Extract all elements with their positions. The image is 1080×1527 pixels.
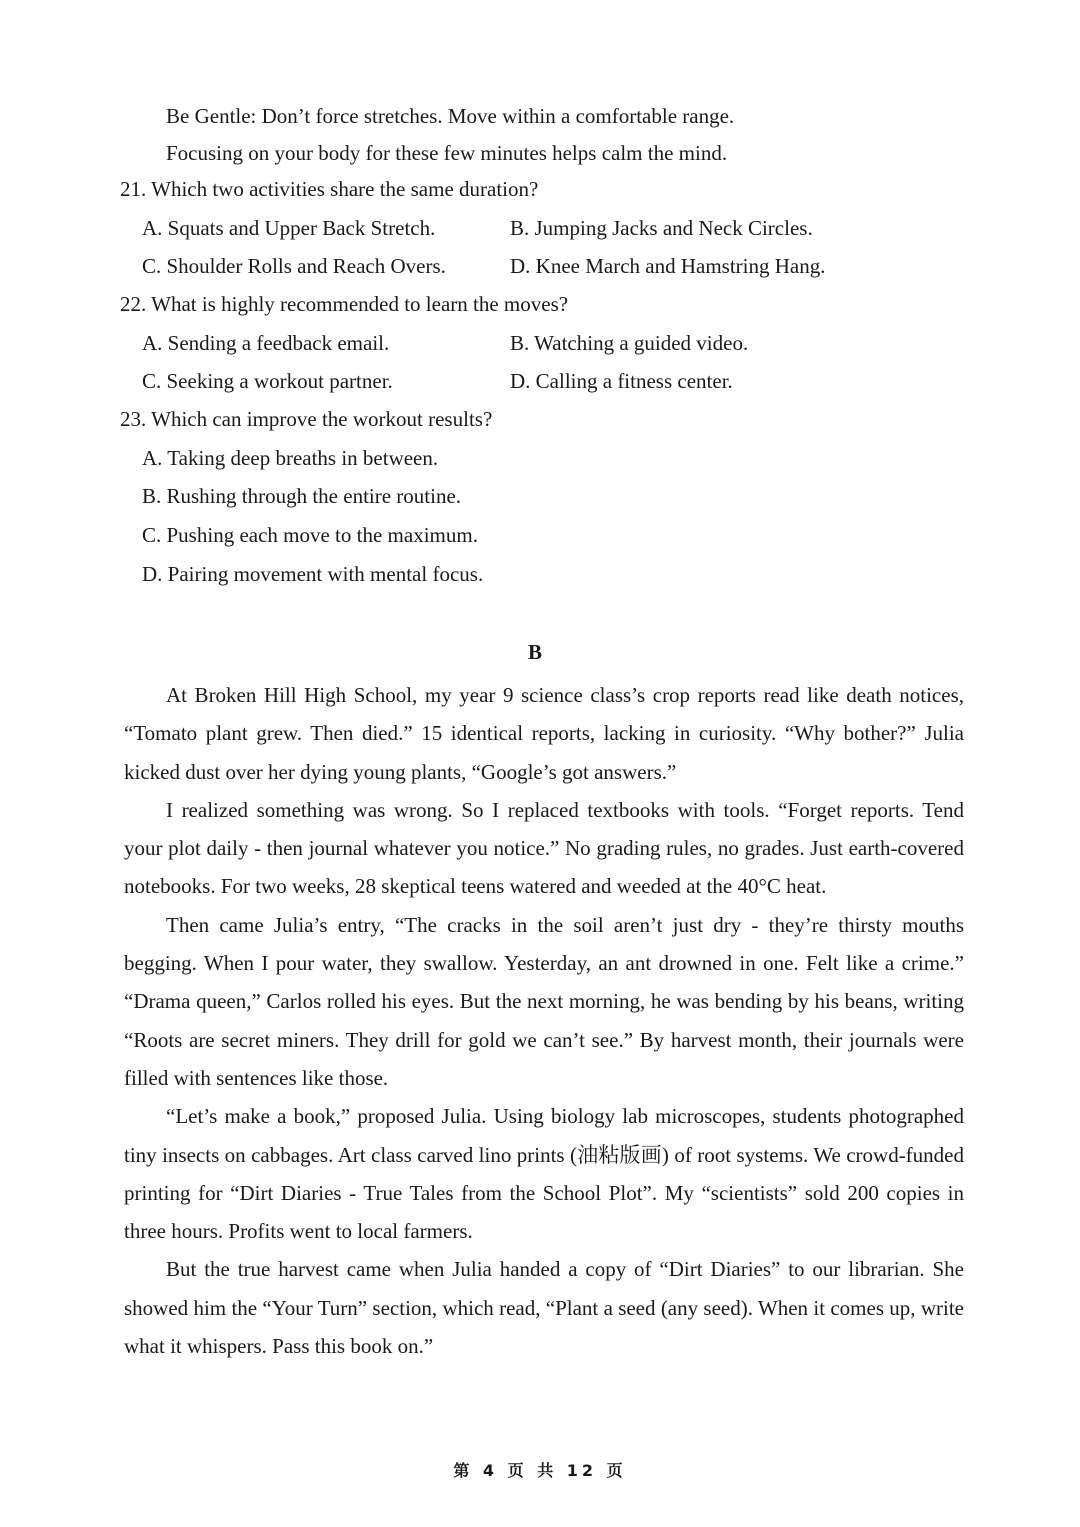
question-23-stem: 23. Which can improve the workout results? [120, 407, 493, 431]
question-21-option-c: C. Shoulder Rolls and Reach Overs. [142, 254, 446, 278]
question-22-option-a: A. Sending a feedback email. [142, 331, 390, 355]
passage-paragraph-1: At Broken Hill High School, my year 9 science class’s crop reports read like death notices, “Tomato plant grew. Then died.” 15 identical reports, lacking in curiosity. “Why bother?” Julia kicked dust over her dying young plants, “Google’s got answers.” [124, 683, 964, 784]
question-23-option-b: B. Rushing through the entire routine. [142, 484, 462, 508]
passage-paragraph-2: I realized something was wrong. So I replaced textbooks with tools. “Forget reports. Tend your plot daily - then journal whatever you notice.” No grading rules, no grades. Just earth-covered notebooks. For two weeks, 28 skeptical teens watered and weeded at the 40°C heat. [124, 797, 964, 899]
question-22-option-c: C. Seeking a workout partner. [142, 369, 393, 393]
page-number: 第 4 页 共 12 页 [453, 1461, 627, 1480]
question-22-option-d: D. Calling a fitness center. [510, 369, 733, 393]
section-title: B [527, 640, 542, 664]
intro-line-1: Be Gentle: Don’t force stretches. Move within a comfortable range. [166, 104, 735, 128]
question-21-option-d: D. Knee March and Hamstring Hang. [510, 254, 826, 278]
question-21-stem: 21. Which two activities share the same duration? [120, 177, 539, 201]
question-22-stem: 22. What is highly recommended to learn the moves? [120, 292, 569, 316]
passage-paragraph-5: But the true harvest came when Julia handed a copy of “Dirt Diaries” to our librarian. She showed him the “Your Turn” section, which read, “Plant a seed (any seed). When it comes up, write what it whispers. Pass this book on.” [124, 1257, 964, 1359]
question-23-option-a: A. Taking deep breaths in between. [142, 446, 439, 470]
passage-paragraph-3: Then came Julia’s entry, “The cracks in the soil aren’t just dry - they’re thirsty mouths begging. When I pour water, they swallow. Yesterday, an ant drowned in one. Felt like a crime.” “Drama queen,” Carlos rolled his eyes. But the next morning, he was bending by his beans, writing “Roots are secret miners. They drill for gold we can’t see.” By harvest month, their journals were filled with sentences like those. [124, 912, 964, 1090]
question-22-option-b: B. Watching a guided video. [510, 331, 749, 355]
question-23-option-d: D. Pairing movement with mental focus. [142, 562, 484, 586]
question-21-option-a: A. Squats and Upper Back Stretch. [142, 216, 436, 240]
question-21-option-b: B. Jumping Jacks and Neck Circles. [510, 216, 813, 240]
passage-paragraph-4: “Let’s make a book,” proposed Julia. Using biology lab microscopes, students photographed tiny insects on cabbages. Art class carved lino prints (油粘版画) of root systems. We crowd-funded printing for “Dirt Diaries - True Tales from the School Plot”. My “scientists” sold 200 copies in three hours. Profits went to local farmers. [124, 1104, 964, 1244]
intro-line-2: Focusing on your body for these few minutes helps calm the mind. [166, 141, 728, 165]
passage [124, 676, 964, 1365]
question-23-option-c: C. Pushing each move to the maximum. [142, 523, 478, 547]
